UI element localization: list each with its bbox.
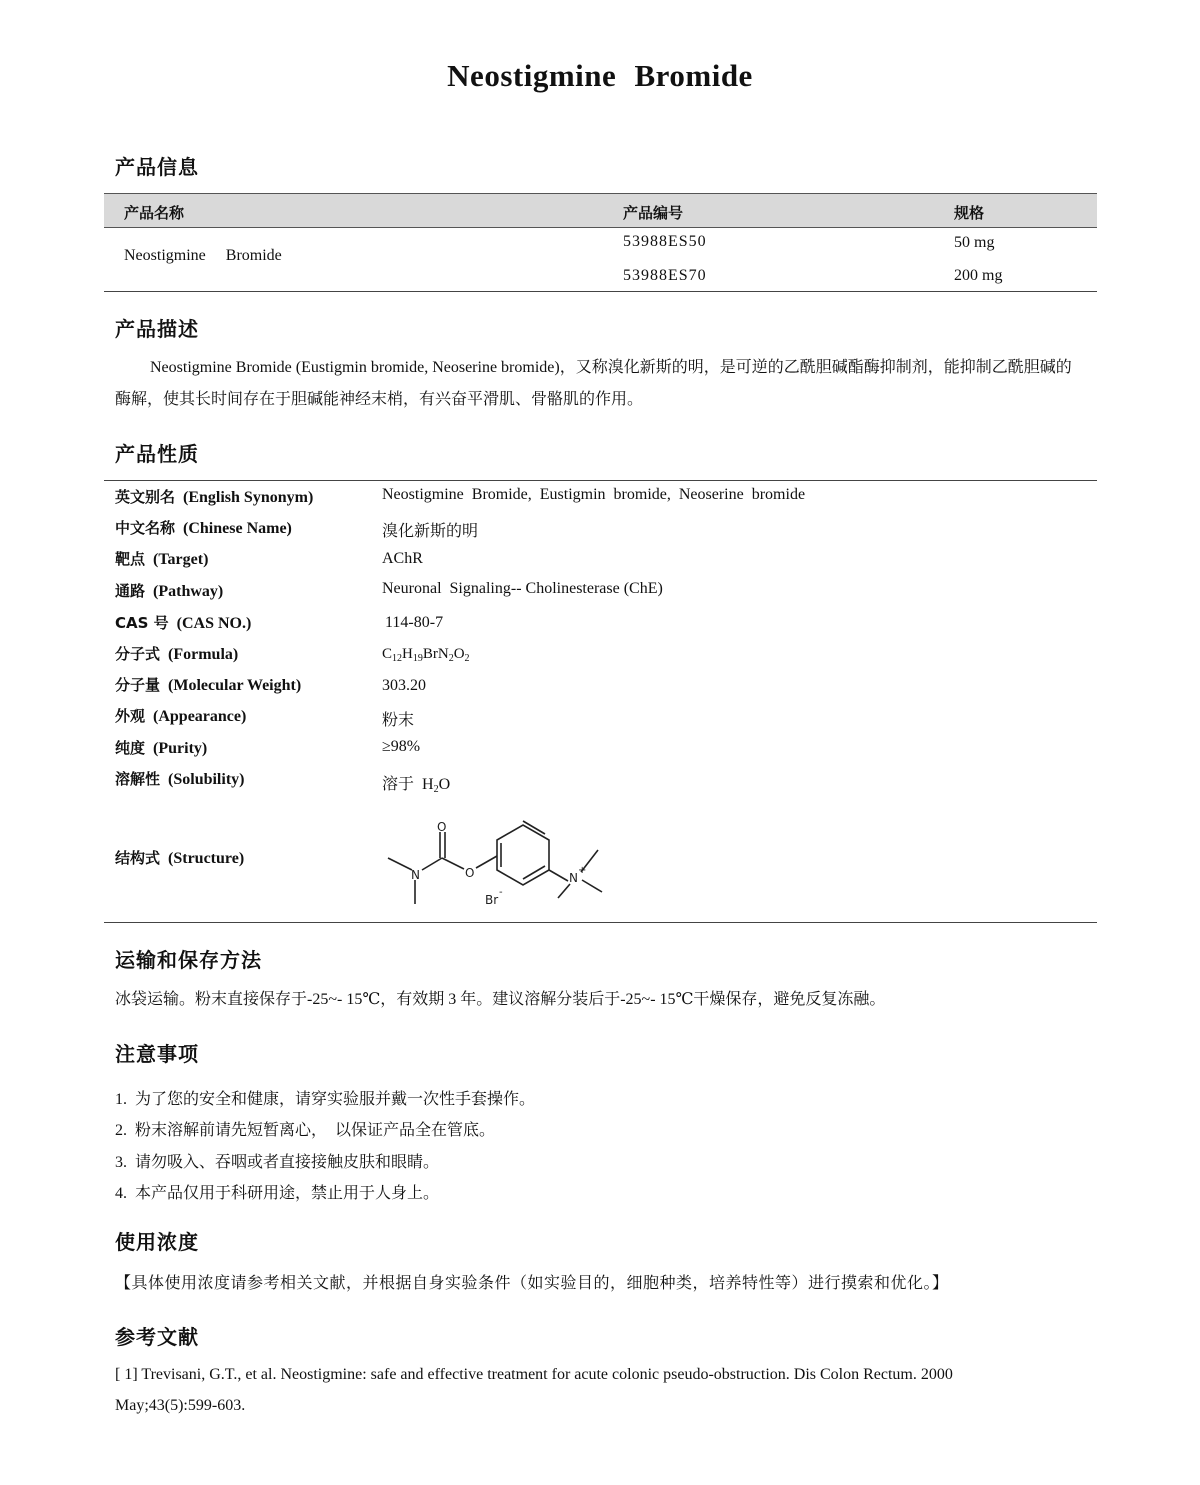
property-value: ≥98%: [382, 738, 421, 755]
column-header-name: 产品名称: [124, 204, 185, 222]
property-label: 外观 (Appearance): [115, 707, 247, 725]
property-label: 溶解性 (Solubility): [115, 770, 245, 788]
description-heading: 产品描述: [115, 317, 199, 341]
list-item: 1. 为了您的安全和健康，请穿实验服并戴一次性手套操作。: [115, 1091, 536, 1108]
property-value: 114-80-7: [385, 614, 444, 631]
column-header-spec: 规格: [954, 204, 985, 222]
property-value: 303.20: [382, 677, 426, 694]
structure-atom-label: N: [569, 871, 578, 885]
structure-atom-label: O: [465, 866, 475, 880]
list-item: 3. 请勿吸入、吞咽或者直接接触皮肤和眼睛。: [115, 1154, 440, 1171]
structure-atom-label: O: [437, 820, 447, 834]
structure-atom-label: Br: [485, 893, 499, 907]
column-header-code: 产品编号: [623, 204, 684, 222]
properties-heading: 产品性质: [115, 442, 199, 466]
list-item: 4. 本产品仅用于科研用途，禁止用于人身上。: [115, 1185, 440, 1202]
references-heading: 参考文献: [115, 1325, 199, 1349]
product-info-table-header: [104, 193, 1097, 228]
page-title: Neostigmine Bromide: [447, 58, 753, 93]
property-label: 纯度 (Purity): [115, 739, 208, 757]
notes-heading: 注意事项: [115, 1042, 199, 1066]
property-label: 中文名称 (Chinese Name): [115, 519, 292, 537]
property-label: 靶点 (Target): [115, 550, 209, 568]
property-label: 分子式 (Formula): [115, 645, 239, 663]
property-label: 通路 (Pathway): [115, 582, 224, 600]
property-label: 结构式 (Structure): [115, 849, 245, 867]
storage-heading: 运输和保存方法: [115, 948, 262, 972]
usage-heading: 使用浓度: [115, 1230, 199, 1254]
property-value: 溴化新斯的明: [382, 523, 479, 540]
product-spec-cell: 200 mg: [954, 267, 1003, 284]
product-spec-cell: 50 mg: [954, 234, 995, 251]
product-code-cell: 53988ES70: [623, 267, 707, 284]
property-value: 粉末: [382, 712, 415, 729]
storage-text: 冰袋运输。粉末直接保存于-25~- 15℃，有效期 3 年。建议溶解分装后于-25~- 15℃干燥保存，避免反复冻融。: [115, 991, 886, 1008]
usage-text: 【具体使用浓度请参考相关文献，并根据自身实验条件（如实验目的，细胞种类，培养特性等）进行摸索和优化。】: [115, 1275, 949, 1292]
properties-top-rule: [104, 480, 1097, 481]
reference-line: [ 1] Trevisani, G.T., et al. Neostigmine: safe and effective treatment for acute colonic pseudo-obstruction. Dis Colon Rectum. 2000: [115, 1366, 953, 1383]
product-info-heading: 产品信息: [115, 155, 199, 179]
reference-line: May;43(5):599-603.: [115, 1397, 246, 1414]
formula-value: $C_{12}H_{19}BrN_2O_2$: [382, 646, 470, 664]
property-label: CAS 号 (CAS NO.): [115, 614, 252, 632]
property-label: 英文别名 (English Synonym): [115, 488, 314, 506]
property-value: Neostigmine Bromide, Eustigmin bromide, Neoserine bromide: [382, 486, 806, 503]
product-code-cell: 53988ES50: [623, 233, 707, 250]
product-name-cell: Neostigmine Bromide: [124, 247, 282, 264]
property-value: AChR: [382, 550, 423, 567]
structure-atom-label: N: [411, 868, 420, 882]
structure-charge-label: +: [578, 865, 587, 876]
properties-bottom-rule: [104, 922, 1097, 923]
structure-diagram: [380, 818, 620, 910]
property-label: 分子量 (Molecular Weight): [115, 676, 302, 694]
property-value: Neuronal Signaling-- Cholinesterase (ChE): [382, 580, 663, 597]
description-text: Neostigmine Bromide (Eustigmin bromide, Neoserine bromide)，又称溴化新斯的明，是可逆的乙酰胆碱酯酶抑制剂，能抑制乙酰胆碱的酶解，使其长时间存在于胆碱能神经末梢，有兴奋平滑肌、骨骼肌的作用。: [115, 359, 1072, 408]
list-item: 2. 粉末溶解前请先短暂离心， 以保证产品全在管底。: [115, 1122, 496, 1139]
table-bottom-rule: [104, 291, 1097, 292]
solubility-value: 溶于 $H_2O$: [382, 776, 451, 795]
structure-charge-label: -: [499, 887, 503, 898]
